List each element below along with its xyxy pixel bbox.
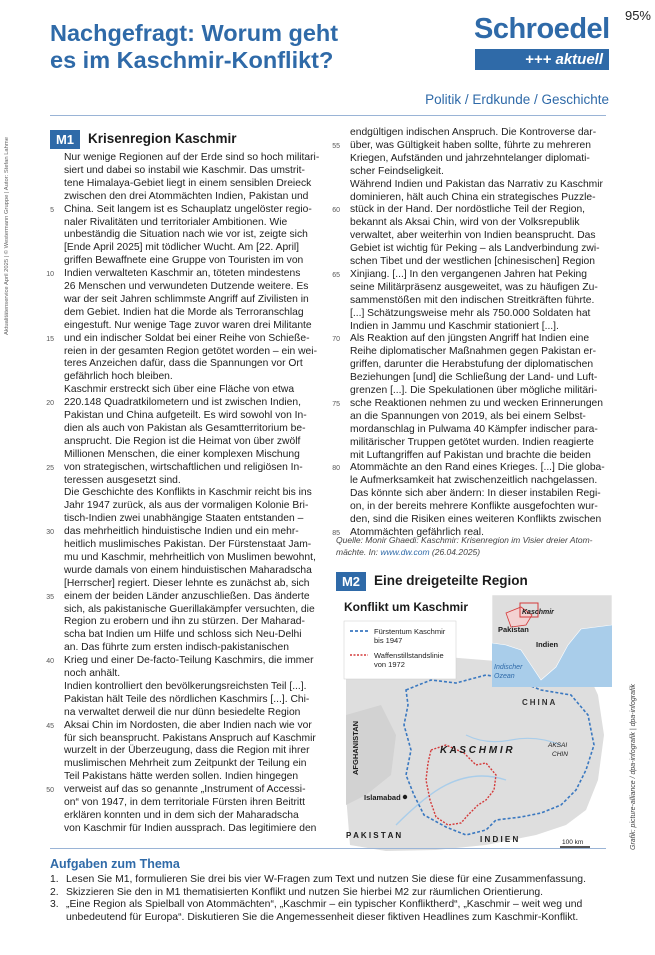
text-line: sich, als pakistanische Guerillakämpfer versuchten, die [64, 603, 315, 615]
source-line-2 [336, 547, 480, 557]
text-line: Aksai Chin im Nordosten, die aber Indien nach wie vor [64, 719, 312, 731]
source-link[interactable]: www.dw.com [380, 547, 430, 557]
text-line: stück in der Hand. Der nordöstliche Teil der Region, [350, 204, 586, 216]
text-line: [Ende April 2025] mit tödlicher Wucht. Am [22. April] [64, 242, 300, 254]
task-number: 2. [50, 886, 59, 898]
text-line: Indien verwalteten Kaschmir an, töteten mindestens [64, 268, 301, 280]
line-number: 60 [332, 207, 340, 215]
source-prefix: mächte. In: [336, 547, 381, 557]
label-aksai-1: AKSAI [548, 742, 568, 749]
task-text: Skizzieren Sie den in M1 thematisierten Konflikt und nutzen Sie hierbei M2 zur räumlichen Orientierung. [66, 886, 544, 898]
text-line: an die Spannungen von 2019, als bei einem Selbst- [350, 410, 586, 422]
text-line: verweist auf das so genannte „Instrument of Accessi- [64, 784, 306, 796]
m2-heading: Eine dreigeteilte Region [374, 573, 528, 588]
inset-indien-label: Indien [536, 640, 559, 649]
text-line: Xinjiang. [...] In den vergangenen Jahren hat Peking [350, 268, 587, 280]
text-line: Pakistan und China aufgeteilt. Es wird sowohl von In- [64, 410, 307, 421]
text-line: dem Gebiet. Indien hat die Morde als Terroranschlag [64, 306, 304, 318]
text-line: endgültigen indischen Anspruch. Die Kontroverse dar- [350, 127, 597, 138]
text-line: Beziehungen [und] die Schließung der Land- und Luft- [350, 372, 598, 384]
text-line: muslimischen Mehrheit zum Zeitpunkt der Teilung ein [64, 758, 307, 770]
text-line: sammenstößen mit den indischen Streitkräften führte. [350, 294, 595, 306]
text-line: dien als auch von Pakistan als Gesamtterritorium be- [64, 422, 306, 434]
inset-ocean-label-2: Ozean [494, 673, 515, 680]
line-number: 20 [46, 400, 54, 408]
tasks-divider [50, 848, 606, 849]
line-number: 10 [46, 271, 54, 279]
text-line: China. Seit langem ist es Schauplatz ungelöster regio- [64, 203, 312, 215]
subject-line: Politik / Erdkunde / Geschichte [425, 92, 609, 107]
title-line-2: es im Kaschmir-Konflikt? [50, 47, 334, 73]
inset-kaschmir-label: Kaschmir [522, 609, 554, 616]
text-line: griffen Bewaffnete eine Gruppe von Touristen im von [64, 255, 304, 267]
text-line: gefährlich hoch bleiben. [64, 371, 173, 383]
text-line: eingestuft. Nur wenige Tage zuvor waren drei Militante [64, 319, 312, 331]
line-number: 40 [46, 658, 54, 666]
label-islamabad: Islamabad [364, 793, 401, 802]
text-line: mordanschlag in Pulwama 40 Kämpfer indischer para- [350, 423, 598, 435]
line-number: 65 [332, 271, 340, 279]
text-line: griffen, darunter die Herabstufung der diplomatischen [350, 359, 594, 371]
task-text: unbedeutend für Europa“. Diskutieren Sie die Angemessenheit dieser fiktiven Headlines zum Kaschmir-Konflikt. [66, 911, 579, 923]
title-line-1: Nachgefragt: Worum geht [50, 20, 339, 46]
text-line: von Kaschmir für Indien aussprach. Das legitimiere den [64, 822, 317, 834]
text-line: 220.148 Quadratkilometern und ist zwischen Indien, [64, 397, 301, 409]
text-line: schen Tibet und der westlichen [chinesischen] Region [350, 256, 595, 267]
line-number: 70 [332, 336, 340, 344]
label-pakistan: P A K I S T A N [346, 831, 402, 840]
legend-item-2-line-1: Waffenstillstandslinie [374, 651, 444, 660]
text-line: Jahr 1947 zurück, als aus der vormaligen Kolonie Bri- [64, 500, 309, 512]
text-line: Das könnte sich aber ändern: In dieser instabilen Regi- [350, 488, 601, 500]
text-line: Die Geschichte des Konflikts in Kaschmir reicht bis ins [64, 487, 312, 499]
text-line: Gebiet ist wichtig für Peking – als Landverbindung zwi- [350, 243, 600, 255]
page-title [50, 20, 338, 74]
text-line: Während Indien und Pakistan das Narrativ zu Kaschmir [350, 178, 603, 190]
map-credit: Grafik: picture-alliance / dpa-infografik | dpa-infografik [630, 683, 637, 850]
text-line: Indien in Jammu und Kaschmir stationiert [...]. [350, 320, 559, 332]
line-number: 35 [46, 593, 54, 601]
text-line: Nur wenige Regionen auf der Erde sind so hoch militari- [64, 152, 320, 163]
task-text: Lesen Sie M1, formulieren Sie drei bis vier W-Fragen zum Text und nutzen Sie diese für eine Zusammenfassung. [66, 874, 586, 885]
text-line: on“ von 1947, in dem territoriale Fürsten ihren Beitritt [64, 797, 305, 808]
text-line: verwaltet, aber weiterhin von Indien beansprucht. Das [350, 230, 596, 242]
text-line: mu und Kaschmir, mehrheitlich von Muslimen bewohnt, [64, 551, 316, 563]
m2-badge: M2 [336, 572, 366, 591]
text-line: seine Militärpräsenz ausgeweitet, was zu häufigen Zu- [350, 281, 598, 293]
text-line: tisch-Indien zwei unabhängige Staaten entstanden – [64, 513, 304, 525]
legend-item-1-line-2: bis 1947 [374, 636, 403, 645]
logo-tagline: +++ aktuell [475, 49, 609, 70]
text-line: na verwaltet derweil die nur dünn besiedelte Region [64, 706, 301, 718]
text-line: bekannt als Aksai Chin, wird von der Volksrepublik [350, 217, 580, 229]
text-line: über, was Gültigkeit haben sollte, führte zu mehreren [350, 139, 591, 151]
text-line: war der seit Jahren schlimmste Angriff auf Zivilisten in [64, 293, 309, 305]
text-line: wurzelt in der Überzeugung, dass die Region mit ihrer [64, 745, 310, 757]
text-line: unbeständig die Situation nach wie vor ist, zeigte sich [64, 229, 308, 241]
text-line: für sich beansprucht. Pakistans Anspruch auf Kaschmir [64, 732, 316, 744]
text-line: reien in der gesamten Region getötet worden – ein wei- [64, 345, 317, 357]
inset-pakistan-label: Pakistan [498, 625, 529, 634]
text-line: le Aufmerksamkeit hat zwischenzeitlich nachgelassen. [350, 475, 598, 487]
sidebar-copyright: Aktualitätenservice April 2025 | © Westermann Gruppe | Autor: Stefan Lahme [4, 137, 10, 335]
text-line: und ein indischer Soldat bei einer Reihe von Schieße- [64, 332, 310, 344]
text-line: Teil Pakistans hätte werden sollen. Indien hingegen [64, 771, 299, 783]
text-line: [...] Schätzungsweise mehr als 750.000 Soldaten hat [350, 307, 591, 319]
line-number: 55 [332, 142, 340, 150]
label-aksai-2: CHIN [552, 751, 568, 758]
text-line: militärischer Truppen getötet wurden. Indien reagierte [350, 436, 594, 448]
text-line: Pakistan hält Teile des nördlichen Kaschmirs [...]. Chi- [64, 693, 310, 705]
header-divider [50, 115, 606, 116]
text-line: grenzen [...]. Die Spekulationen über mögliche militäri- [350, 385, 598, 396]
label-indien: I N D I E N [480, 835, 519, 844]
text-line: Atommächte an den Rand eines Krieges. [...] Die globa- [350, 462, 605, 474]
m1-heading: Krisenregion Kaschmir [88, 131, 237, 146]
text-line: on, in der bereits mehrere Konflikte ausgefochten wur- [350, 501, 598, 513]
text-line: Krieg und einer De-facto-Teilung Kaschmirs, die immer [64, 655, 314, 667]
task-text: „Eine Region als Spielball von Atommächten“, „Kaschmir – ein typischer Konfliktherd“, „Kaschmir – weit weg und [66, 899, 583, 911]
text-line: naler Rivalitäten und territorialer Ambitionen. Wie [64, 216, 288, 228]
text-line: ansprucht. Die Region ist die Heimat von über zwölf [64, 435, 301, 447]
line-number: 80 [332, 465, 340, 473]
kashmir-map [336, 595, 612, 857]
text-line: siert und dabei so instabil wie Kaschmir. Das umstrit- [64, 164, 305, 176]
text-line: Reihe diplomatischer Maßnahmen gegen Pakistan er- [350, 346, 597, 358]
text-line: heitlich muslimisches Pakistan. Der Fürstenstaat Jam- [64, 539, 312, 550]
line-number: 5 [50, 206, 54, 214]
line-number: 50 [46, 787, 54, 795]
text-line: teres Anzeichen dafür, dass die Spannungen vor Ort [64, 358, 303, 370]
line-number: 75 [332, 400, 340, 408]
text-line: Atommächten gefährlich real. [350, 526, 484, 538]
text-line: einem der beiden Länder anzuschließen. Das änderte [64, 590, 310, 602]
islamabad-marker [403, 795, 407, 799]
scale-label: 100 km [562, 839, 584, 846]
label-kaschmir: K A S C H M I R [440, 745, 513, 756]
text-line: zwischen den drei Atommächten Indien, Pakistan und [64, 190, 309, 202]
legend-item-1-line-1: Fürstentum Kaschmir [374, 627, 446, 636]
text-line: wurde damals von einem hinduistischen Maharadscha [64, 564, 312, 576]
inset-ocean-label-1: Indischer [494, 664, 523, 671]
source-line-1: Quelle: Monir Ghaedi: Kaschmir: Krisenregion im Visier dreier Atom- [336, 535, 593, 545]
text-line: erklären konnten und in dem sich der Maharadscha [64, 809, 299, 821]
text-line: den, sind die Risiken eines weiteren Konflikts zwischen [350, 514, 602, 525]
line-number: 15 [46, 335, 54, 343]
text-line: 26 Menschen und verwundeten Dutzende weitere. Es [64, 281, 309, 292]
text-line: an. Das führte zum ersten indisch-pakistanischen [64, 642, 289, 654]
label-afghanistan: AFGHANISTAN [351, 720, 360, 775]
text-line: Kaschmir erstreckt sich über eine Fläche von etwa [64, 384, 295, 396]
text-line: noch anhält. [64, 668, 121, 679]
label-china: CHINA [522, 698, 558, 707]
line-number: 25 [46, 464, 54, 472]
map-title: Konflikt um Kaschmir [344, 600, 469, 614]
text-line: Indien kontrolliert den bevölkerungsreichsten Teil [...]. [64, 680, 307, 692]
schroedel-logo: Schroedel [474, 13, 610, 45]
task-number: 1. [50, 874, 59, 885]
legend-item-2-line-2: von 1972 [374, 660, 405, 669]
line-number: 45 [46, 722, 54, 730]
text-line: [Herrscher] regiert. Dieser lehnte es zunächst ab, sich [64, 577, 310, 589]
text-line: Millionen Menschen, die einer komplexen Mischung [64, 448, 300, 460]
text-line: Region zu erobern und ihn zu stürzen. Der Maharad- [64, 616, 305, 628]
text-line: von strategischen, wirtschaftlichen und religiösen In- [64, 461, 303, 473]
text-line: dominieren, hält auch China ein strategisches Puzzle- [350, 191, 596, 203]
zoom-level: 95% [624, 8, 651, 23]
text-line: Kriegen, Aufständen und jahrzehntelanger diplomati- [350, 152, 590, 164]
source-date: (26.04.2025) [429, 547, 481, 557]
text-line: Als Reaktion auf den jüngsten Angriff hat Indien eine [350, 333, 590, 345]
tasks-heading: Aufgaben zum Thema [50, 857, 180, 871]
inset-map [492, 595, 612, 687]
text-line: teressen ausgesetzt sind. [64, 474, 181, 486]
task-number: 3. [50, 899, 59, 911]
m1-badge: M1 [50, 130, 80, 149]
line-number: 85 [332, 529, 340, 537]
text-line: scha bat Indien um Hilfe und schloss sich Neu-Delhi [64, 629, 302, 641]
text-line: tene Himalaya-Gebiet liegt in einem sensiblen Dreieck [64, 177, 312, 189]
line-number: 30 [46, 529, 54, 537]
text-line: mit Luftangriffen auf Pakistan und brachte die beiden [350, 449, 591, 461]
text-line: scher Feindseligkeit. [350, 165, 444, 177]
text-line: sche Reaktionen nehmen zu und wecken Erinnerungen [350, 397, 604, 409]
text-line: das mehrheitlich hinduistische Indien und ein mehr- [64, 526, 299, 538]
